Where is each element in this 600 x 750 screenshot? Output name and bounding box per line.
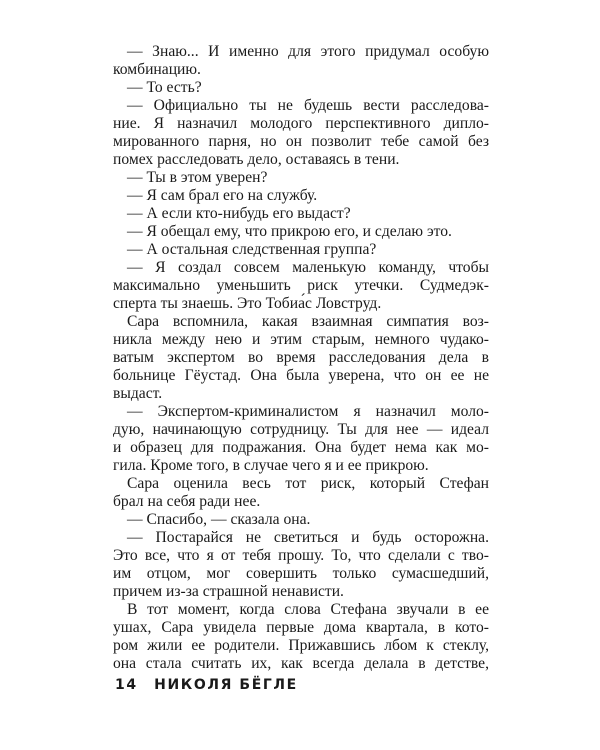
text-line: больнице Гёустад. Она была уверена, что он ее не <box>113 367 489 384</box>
text-line: ушах, Сара увидела первые дома квартала, в кото- <box>113 619 489 636</box>
text-line: — Я создал совсем маленькую команду, чтобы <box>127 259 489 276</box>
text-line: и образец для подражания. Она будет нема как мо- <box>113 439 489 456</box>
text-line: Сара вспомнила, какая взаимная симпатия воз- <box>127 313 489 330</box>
text-line: причем из-за страшной ненависти. <box>113 583 344 600</box>
text-line: — Я обещал ему, что прикрою его, и сделаю это. <box>127 223 452 240</box>
text-line: — Спасибо, — сказала она. <box>127 511 311 528</box>
text-line: мированного парня, но он позволит тебе самой без <box>113 133 489 150</box>
text-line: ром жили ее родители. Прижавшись лбом к стеклу, <box>113 637 489 654</box>
text-line: — Я сам брал его на службу. <box>127 187 318 204</box>
page-number: 14 <box>115 677 138 693</box>
text-line: — Постарайся не светиться и будь осторожна. <box>127 529 489 546</box>
text-line: — Официально ты не будешь вести расследова- <box>127 97 489 114</box>
text-line: она стала считать их, как всегда делала в детстве, <box>113 655 489 672</box>
text-line: — То есть? <box>127 79 202 96</box>
text-line: Сара оценила весь тот риск, который Стефан <box>127 475 489 492</box>
text-line: гила. Кроме того, в случае чего я и ее прикрою. <box>113 457 429 474</box>
text-line: никла между нею и этим старым, немного чудако- <box>113 331 489 348</box>
text-line: — Ты в этом уверен? <box>127 169 268 186</box>
text-line: ние. Я назначил молодого перспективного дипло- <box>113 115 489 132</box>
text-line: В тот момент, когда слова Стефана звучали в ее <box>127 601 489 618</box>
text-line: — Знаю... И именно для этого придумал особую <box>127 43 489 60</box>
text-line: — А если кто-нибудь его выдаст? <box>127 205 351 222</box>
text-line: Это все, что я от тебя прошу. То, что сделали с тво- <box>113 547 489 564</box>
text-line: помех расследовать дело, оставаясь в тени. <box>113 151 400 168</box>
author-name: НИКОЛЯ БЁГЛЕ <box>154 677 298 693</box>
text-line: ватым экспертом во время расследования дела в <box>113 349 489 366</box>
text-line: комбинацию. <box>113 61 201 78</box>
text-line: сперта ты знаешь. Это Тобиа́с Ловструд. <box>113 295 382 312</box>
running-footer <box>115 676 298 694</box>
text-line: максимально уменьшить риск утечки. Судмедэк- <box>113 277 489 294</box>
text-line: — А остальная следственная группа? <box>127 241 377 258</box>
text-line: дую, начинающую сотрудницу. Ты для нее — идеал <box>113 421 489 438</box>
text-line: брал на себя ради нее. <box>113 493 261 510</box>
text-line: — Экспертом-криминалистом я назначил моло- <box>127 403 489 420</box>
text-line: им отцом, мог совершить только сумасшедший, <box>113 565 489 582</box>
text-line: выдаст. <box>113 385 163 402</box>
